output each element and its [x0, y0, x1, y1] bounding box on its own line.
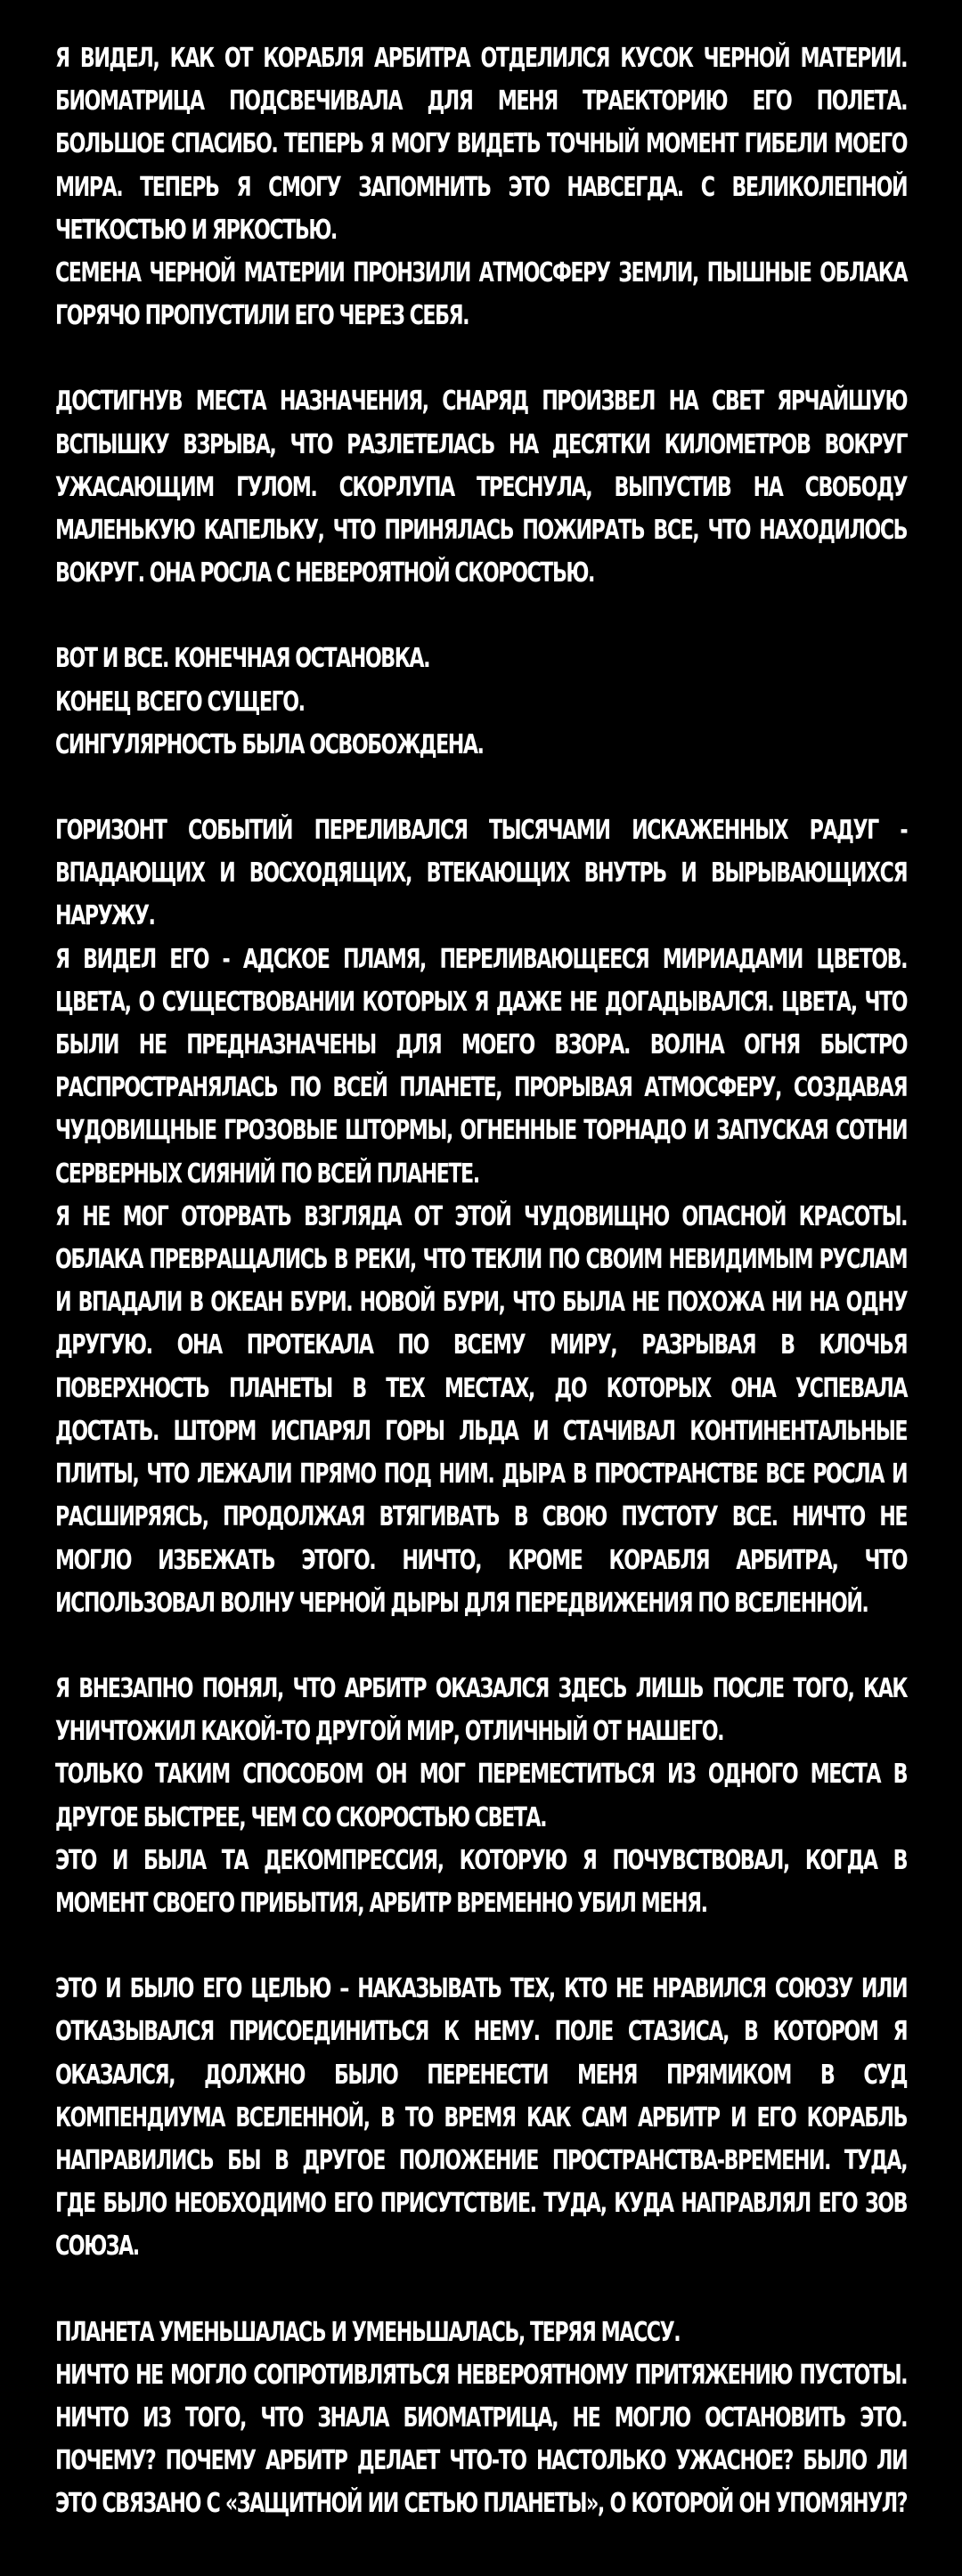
story-text-line: ИСПОЛЬЗОВАЛ ВОЛНУ ЧЕРНОЙ ДЫРЫ ДЛЯ ПЕРЕДВИЖЕНИЯ ПО ВСЕЛЕННОЙ. [55, 1587, 868, 1619]
story-text-line: ДРУГОЕ БЫСТРЕЕ, ЧЕМ СО СКОРОСТЬЮ СВЕТА. [55, 1801, 547, 1833]
story-paragraph [55, 2312, 907, 2526]
story-text-line: БОЛЬШОЕ СПАСИБО. ТЕПЕРЬ Я МОГУ ВИДЕТЬ ТОЧНЫЙ МОМЕНТ ГИБЕЛИ МОЕГО [55, 128, 908, 160]
story-text-line: БИОМАТРИЦА ПОДСВЕЧИВАЛА ДЛЯ МЕНЯ ТРАЕКТОРИЮ ЕГО ПОЛЕТА. [55, 85, 908, 118]
story-text-line: МОГЛО ИЗБЕЖАТЬ ЭТОГО. НИЧТО, КРОМЕ КОРАБЛЯ АРБИТРА, ЧТО [55, 1544, 908, 1576]
story-text-line: МОМЕНТ СВОЕГО ПРИБЫТИЯ, АРБИТР ВРЕМЕННО УБИЛ МЕНЯ. [55, 1887, 707, 1919]
story-text-line: ГОРИЗОНТ СОБЫТИЙ ПЕРЕЛИВАЛСЯ ТЫСЯЧАМИ ИСКАЖЕННЫХ РАДУГ - [55, 815, 908, 847]
story-text-line: СЕМЕНА ЧЕРНОЙ МАТЕРИИ ПРОНЗИЛИ АТМОСФЕРУ ЗЕМЛИ, ПЫШНЫЕ ОБЛАКА [55, 257, 908, 289]
story-text-line: УЖАСАЮЩИМ ГУЛОМ. СКОРЛУПА ТРЕСНУЛА, ВЫПУСТИВ НА СВОБОДУ [55, 471, 908, 503]
story-text-line: ЭТО И БЫЛА ТА ДЕКОМПРЕССИЯ, КОТОРУЮ Я ПОЧУВСТВОВАЛ, КОГДА В [55, 1844, 908, 1876]
story-text-line: ЭТО И БЫЛО ЕГО ЦЕЛЬЮ – НАКАЗЫВАТЬ ТЕХ, КТО НЕ НРАВИЛСЯ СОЮЗУ ИЛИ [55, 1973, 908, 2005]
story-text-line: Я ВИДЕЛ, КАК ОТ КОРАБЛЯ АРБИТРА ОТДЕЛИЛСЯ КУСОК ЧЕРНОЙ МАТЕРИИ. [55, 43, 908, 74]
story-text-column [55, 37, 907, 2569]
story-text-line: ДОСТАТЬ. ШТОРМ ИСПАРЯЛ ГОРЫ ЛЬДА И СТАЧИВАЛ КОНТИНЕНТАЛЬНЫЕ [55, 1415, 908, 1447]
story-text-line: ПЛИТЫ, ЧТО ЛЕЖАЛИ ПРЯМО ПОД НИМ. ДЫРА В ПРОСТРАНСТВЕ ВСЕ РОСЛА И [55, 1459, 908, 1491]
story-text-line: И ВПАДАЛИ В ОКЕАН БУРИ. НОВОЙ БУРИ, ЧТО БЫЛА НЕ ПОХОЖА НИ НА ОДНУ [55, 1287, 908, 1319]
story-text-line: ЭТО СВЯЗАНО С «ЗАЩИТНОЙ ИИ СЕТЬЮ ПЛАНЕТЫ», О КОТОРОЙ ОН УПОМЯНУЛ? [55, 2488, 908, 2520]
story-text-line: БЫЛИ НЕ ПРЕДНАЗНАЧЕНЫ ДЛЯ МОЕГО ВЗОРА. ВОЛНА ОГНЯ БЫСТРО [55, 1029, 908, 1061]
story-text-line: РАСШИРЯЯСЬ, ПРОДОЛЖАЯ ВТЯГИВАТЬ В СВОЮ ПУСТОТУ ВСЕ. НИЧТО НЕ [55, 1501, 908, 1533]
story-text-line: СОЮЗА. [55, 2231, 139, 2263]
story-text-line: НАРУЖУ. [55, 900, 155, 932]
story-text-line: ВСПЫШКУ ВЗРЫВА, ЧТО РАЗЛЕТЕЛАСЬ НА ДЕСЯТКИ КИЛОМЕТРОВ ВОКРУГ [55, 428, 908, 460]
story-text-line: ТОЛЬКО ТАКИМ СПОСОБОМ ОН МОГ ПЕРЕМЕСТИТЬСЯ ИЗ ОДНОГО МЕСТА В [55, 1759, 908, 1791]
story-text-line: ПЛАНЕТА УМЕНЬШАЛАСЬ И УМЕНЬШАЛАСЬ, ТЕРЯЯ МАССУ. [55, 2316, 681, 2348]
story-text-line: ВОКРУГ. ОНА РОСЛА С НЕВЕРОЯТНОЙ СКОРОСТЬЮ. [55, 557, 594, 589]
story-text-line: НИЧТО ИЗ ТОГО, ЧТО ЗНАЛА БИОМАТРИЦА, НЕ МОГЛО ОСТАНОВИТЬ ЭТО. [55, 2401, 908, 2434]
story-text-line: ПОЧЕМУ? ПОЧЕМУ АРБИТР ДЕЛАЕТ ЧТО-ТО НАСТОЛЬКО УЖАСНОЕ? БЫЛО ЛИ [55, 2445, 908, 2477]
story-paragraph [55, 37, 907, 337]
story-text-line: ГОРЯЧО ПРОПУСТИЛИ ЕГО ЧЕРЕЗ СЕБЯ. [55, 300, 469, 332]
story-text-line: СИНГУЛЯРНОСТЬ БЫЛА ОСВОБОЖДЕНА. [55, 728, 484, 760]
story-paragraph [55, 638, 907, 767]
story-text-line: СЕРВЕРНЫХ СИЯНИЙ ПО ВСЕЙ ПЛАНЕТЕ. [55, 1158, 479, 1190]
story-text-line: НИЧТО НЕ МОГЛО СОПРОТИВЛЯТЬСЯ НЕВЕРОЯТНОМУ ПРИТЯЖЕНИЮ ПУСТОТЫ. [55, 2359, 908, 2391]
story-paragraph [55, 809, 907, 1625]
story-paragraph [55, 1968, 907, 2268]
story-text-line: РАСПРОСТРАНЯЛАСЬ ПО ВСЕЙ ПЛАНЕТЕ, ПРОРЫВАЯ АТМОСФЕРУ, СОЗДАВАЯ [55, 1072, 908, 1104]
story-text-line: ДОСТИГНУВ МЕСТА НАЗНАЧЕНИЯ, СНАРЯД ПРОИЗВЕЛ НА СВЕТ ЯРЧАЙШУЮ [55, 386, 908, 418]
story-text-line: ПОВЕРХНОСТЬ ПЛАНЕТЫ В ТЕХ МЕСТАХ, ДО КОТОРЫХ ОНА УСПЕВАЛА [55, 1372, 908, 1404]
story-text-line: ЧЕТКОСТЬЮ И ЯРКОСТЬЮ. [55, 214, 337, 246]
story-text-line: УНИЧТОЖИЛ КАКОЙ-ТО ДРУГОЙ МИР, ОТЛИЧНЫЙ ОТ НАШЕГО. [55, 1716, 724, 1748]
story-text-line: НАПРАВИЛИСЬ БЫ В ДРУГОЕ ПОЛОЖЕНИЕ ПРОСТРАНСТВА-ВРЕМЕНИ. ТУДА, [55, 2144, 908, 2176]
story-text-line: Я НЕ МОГ ОТОРВАТЬ ВЗГЛЯДА ОТ ЭТОЙ ЧУДОВИЩНО ОПАСНОЙ КРАСОТЫ. [55, 1200, 908, 1232]
story-text-line: ДРУГУЮ. ОНА ПРОТЕКАЛА ПО ВСЕМУ МИРУ, РАЗРЫВАЯ В КЛОЧЬЯ [55, 1329, 908, 1361]
story-text-line: Я ВНЕЗАПНО ПОНЯЛ, ЧТО АРБИТР ОКАЗАЛСЯ ЗДЕСЬ ЛИШЬ ПОСЛЕ ТОГО, КАК [55, 1672, 908, 1704]
story-text-line: ВПАДАЮЩИХ И ВОСХОДЯЩИХ, ВТЕКАЮЩИХ ВНУТРЬ И ВЫРЫВАЮЩИХСЯ [55, 857, 908, 890]
story-text-line: КОНЕЦ ВСЕГО СУЩЕГО. [55, 686, 305, 718]
story-text-line: МАЛЕНЬКУЮ КАПЕЛЬКУ, ЧТО ПРИНЯЛАСЬ ПОЖИРАТЬ ВСЕ, ЧТО НАХОДИЛОСЬ [55, 515, 908, 547]
story-text-line: ВОТ И ВСЕ. КОНЕЧНАЯ ОСТАНОВКА. [55, 643, 430, 675]
story-text-line: ГДЕ БЫЛО НЕОБХОДИМО ЕГО ПРИСУТСТВИЕ. ТУДА, КУДА НАПРАВЛЯЛ ЕГО ЗОВ [55, 2188, 908, 2220]
story-paragraph [55, 1668, 907, 1925]
story-text-line: МИРА. ТЕПЕРЬ Я СМОГУ ЗАПОМНИТЬ ЭТО НАВСЕГДА. С ВЕЛИКОЛЕПНОЙ [55, 171, 908, 203]
story-text-line: ОТКАЗЫВАЛСЯ ПРИСОЕДИНИТЬСЯ К НЕМУ. ПОЛЕ СТАЗИСА, В КОТОРОМ Я [55, 2016, 908, 2048]
story-text-line: КОМПЕНДИУМА ВСЕЛЕННОЙ, В ТО ВРЕМЯ КАК САМ АРБИТР И ЕГО КОРАБЛЬ [55, 2101, 908, 2133]
story-text-line: ОБЛАКА ПРЕВРАЩАЛИСЬ В РЕКИ, ЧТО ТЕКЛИ ПО СВОИМ НЕВИДИМЫМ РУСЛАМ [55, 1244, 908, 1276]
story-text-line: ЧУДОВИЩНЫЕ ГРОЗОВЫЕ ШТОРМЫ, ОГНЕННЫЕ ТОРНАДО И ЗАПУСКАЯ СОТНИ [55, 1115, 908, 1147]
story-text-line: Я ВИДЕЛ ЕГО - АДСКОЕ ПЛАМЯ, ПЕРЕЛИВАЮЩЕЕСЯ МИРИАДАМИ ЦВЕТОВ. [55, 943, 908, 975]
story-paragraph [55, 380, 907, 595]
story-text-line: ЦВЕТА, О СУЩЕСТВОВАНИИ КОТОРЫХ Я ДАЖЕ НЕ ДОГАДЫВАЛСЯ. ЦВЕТА, ЧТО [55, 986, 908, 1018]
story-text-line: ОКАЗАЛСЯ, ДОЛЖНО БЫЛО ПЕРЕНЕСТИ МЕНЯ ПРЯМИКОМ В СУД [55, 2059, 908, 2091]
